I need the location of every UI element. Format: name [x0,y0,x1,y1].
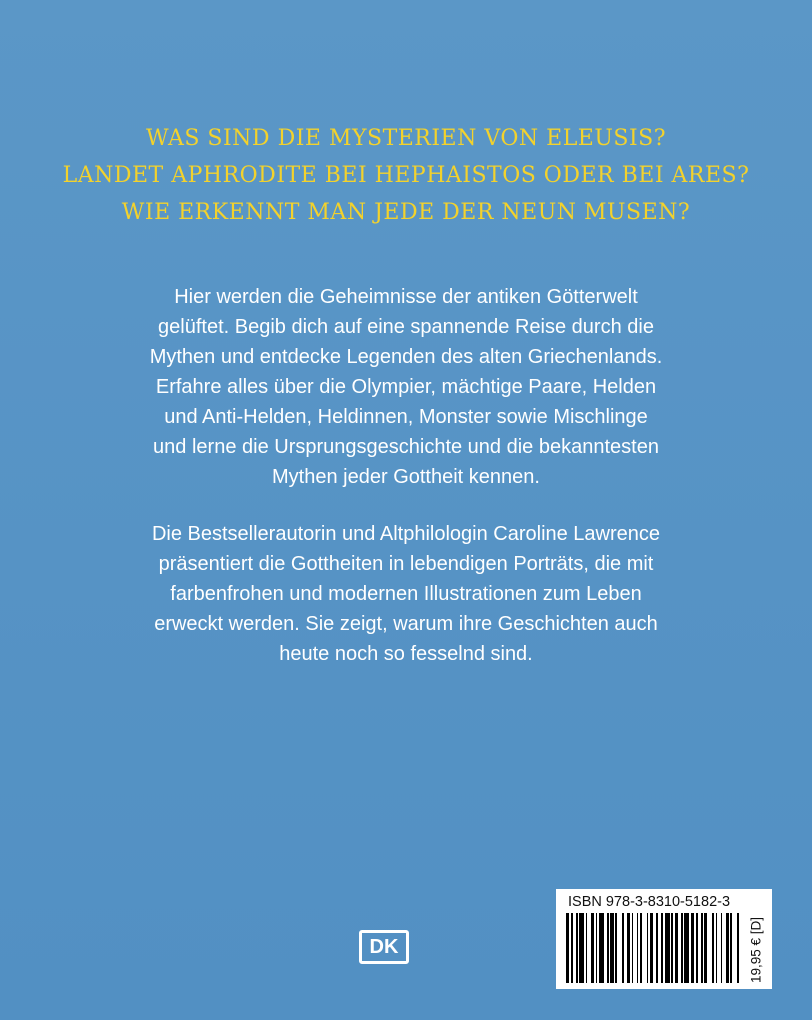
text-line: erweckt werden. Sie zeigt, warum ihre Geschichten auch [154,613,658,635]
text-line: und Anti-Helden, Heldinnen, Monster sowie Mischlinge [164,406,648,428]
text-line: präsentiert die Gottheiten in lebendigen Porträts, die mit [158,553,654,575]
logo-text: DK [369,935,399,958]
text-line: Die Bestsellerautorin und Altphilologin Caroline Lawrence [151,523,661,545]
description-paragraph-1 [56,282,756,492]
question-2: LANDET APHRODITE BEI HEPHAISTOS ODER BEI ARES? [62,163,750,188]
publisher-logo [359,930,409,964]
barcode-icon [566,913,741,983]
barcode-panel [556,889,772,989]
text-line: Mythen jeder Gottheit kennen. [272,466,540,488]
price-label: 19,95 € [D] [748,916,764,984]
question-3: WIE ERKENNT MAN JEDE DER NEUN MUSEN? [121,200,691,225]
question-1: WAS SIND DIE MYSTERIEN VON ELEUSIS? [145,126,667,151]
price-label-container [746,917,766,983]
text-line: heute noch so fesselnd sind. [279,643,533,665]
text-line: farbenfrohen und modernen Illustrationen zum Leben [170,583,642,605]
text-line: und lerne die Ursprungsgeschichte und die bekanntesten [153,436,659,458]
text-line: Erfahre alles über die Olympier, mächtige Paare, Helden [155,376,657,398]
text-line: Mythen und entdecke Legenden des alten Griechenlands. [149,346,663,368]
description-paragraph-2 [56,519,756,669]
isbn-label: ISBN 978-3-8310-5182-3 [568,894,731,910]
text-line: Hier werden die Geheimnisse der antiken Götterwelt [174,286,638,308]
teaser-questions [0,120,812,231]
text-line: gelüftet. Begib dich auf eine spannende Reise durch die [158,316,654,338]
